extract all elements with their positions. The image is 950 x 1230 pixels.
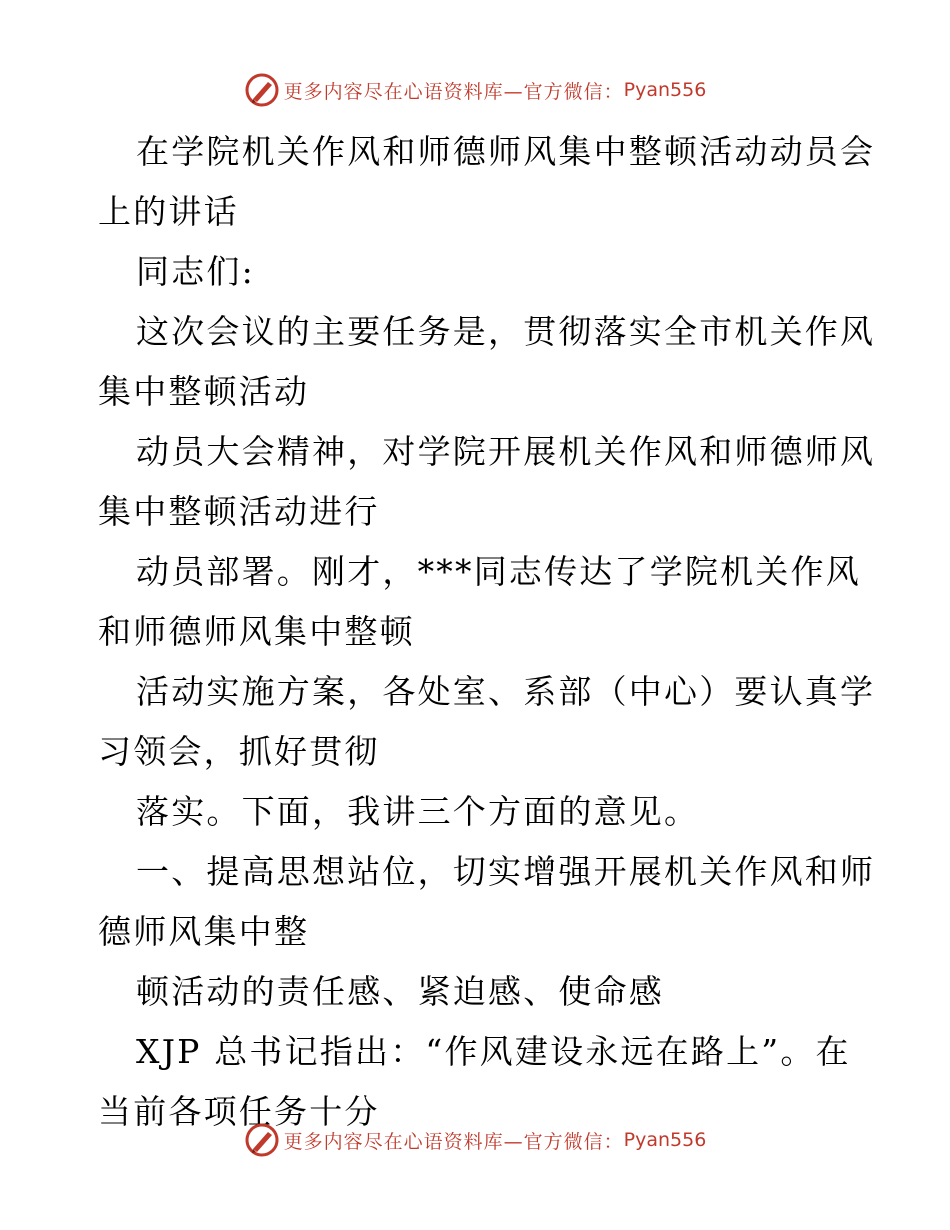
pen-circle-logo-icon bbox=[244, 1122, 280, 1158]
body-paragraph bbox=[98, 302, 876, 422]
paragraph-line: 这次会议的主要任务是，贯彻落实全市机关作风 bbox=[136, 312, 876, 351]
paragraph-line: 集中整顿活动进行 bbox=[98, 492, 380, 531]
pen-circle-logo-icon bbox=[244, 72, 280, 108]
paragraph-line: 活动实施方案，各处室、系部（中心）要认真学 bbox=[136, 672, 876, 711]
paragraph-line: 顿活动的责任感、紧迫感、使命感 bbox=[136, 972, 664, 1011]
paragraph-line: 上的讲话 bbox=[98, 192, 239, 231]
body-paragraph bbox=[98, 782, 858, 842]
paragraph-line: 动员大会精神，对学院开展机关作风和师德师风 bbox=[136, 432, 876, 471]
paragraph-line: 德师风集中整 bbox=[98, 912, 310, 951]
paragraph-line: 集中整顿活动 bbox=[98, 372, 310, 411]
body-paragraph bbox=[98, 662, 876, 782]
header-watermark bbox=[0, 70, 950, 110]
footer-watermark bbox=[0, 1120, 950, 1160]
paragraph-line: 一、提高思想站位，切实增强开展机关作风和师 bbox=[136, 852, 876, 891]
section-heading-paragraph bbox=[98, 962, 858, 1022]
paragraph-line: 落实。下面，我讲三个方面的意见。 bbox=[136, 792, 700, 831]
paragraph-line: 同志们: bbox=[136, 252, 255, 291]
paragraph-line: 动员部署。刚才，***同志传达了学院机关作风 bbox=[136, 552, 861, 591]
body-paragraph bbox=[98, 422, 876, 542]
document-body bbox=[98, 122, 876, 1142]
paragraph-line: 当前各项任务十分 bbox=[98, 1092, 380, 1131]
paragraph-line: 和师德师风集中整顿 bbox=[98, 612, 415, 651]
salutation-paragraph bbox=[98, 242, 858, 302]
watermark-wechat-id: Pyan556 bbox=[623, 1129, 707, 1151]
paragraph-line: XJP 总书记指出：“作风建设永远在路上”。在 bbox=[136, 1032, 851, 1071]
paragraph-line: 在学院机关作风和师德师风集中整顿活动动员会 bbox=[136, 132, 876, 171]
watermark-text: 更多内容尽在心语资料库—官方微信： bbox=[283, 1130, 624, 1153]
title-paragraph bbox=[98, 122, 876, 242]
section-heading-paragraph bbox=[98, 842, 876, 962]
body-paragraph bbox=[98, 542, 861, 662]
watermark-text: 更多内容尽在心语资料库—官方微信： bbox=[283, 80, 624, 103]
paragraph-line: 习领会，抓好贯彻 bbox=[98, 732, 380, 771]
watermark-wechat-id: Pyan556 bbox=[623, 79, 707, 101]
